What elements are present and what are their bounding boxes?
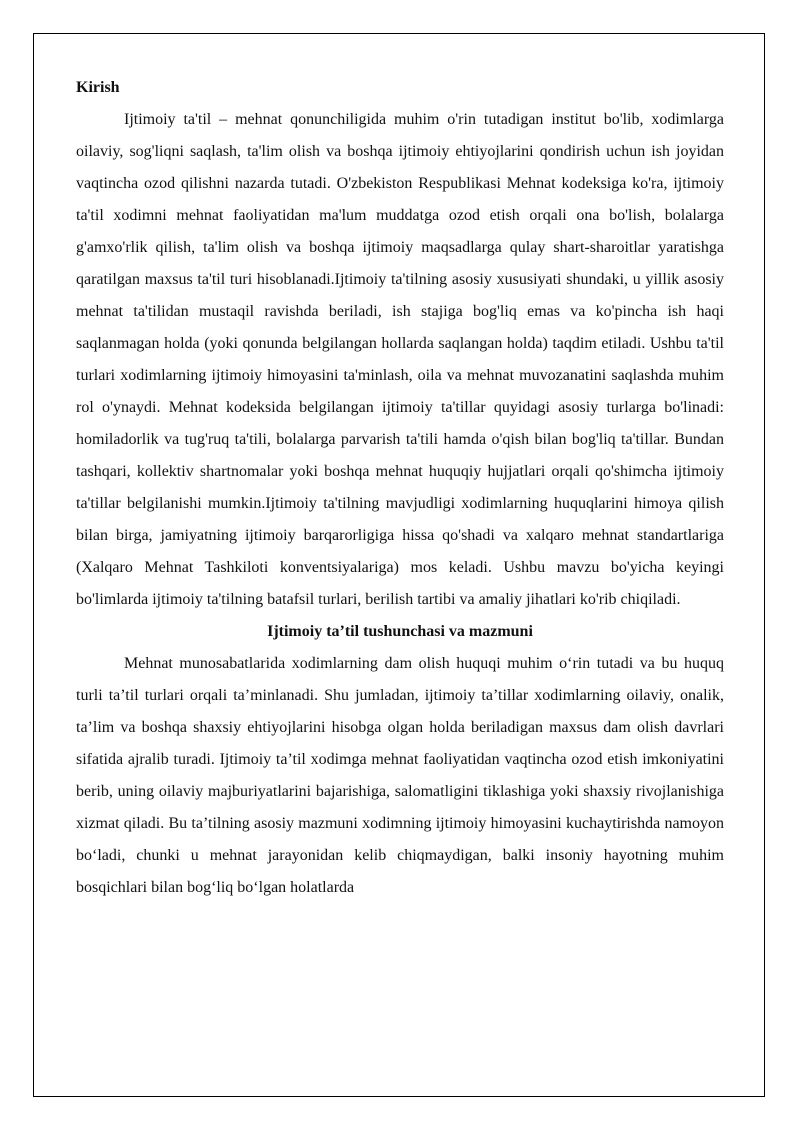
- concept-paragraph: Mehnat munosabatlarida xodimlarning dam olish huquqi muhim o‘rin tutadi va bu huquq turli ta’til turlari orqali ta’minlanadi. Shu jumladan, ijtimoiy ta’tillar xodimlarning oilaviy, onalik, ta’lim va boshqa shaxsiy ehtiyojlarini hisobga olgan holda beriladigan maxsus dam olish davrlari sifatida ajralib turadi. Ijtimoiy ta’til xodimga mehnat faoliyatidan vaqtincha ozod etish imkoniyatini berib, uning oilaviy majburiyatlarini bajarishiga, salomatligini tiklashiga yoki shaxsiy rivojlanishiga xizmat qiladi. Bu ta’tilning asosiy mazmuni xodimning ijtimoiy himoyasini kuchaytirishda namoyon bo‘ladi, chunki u mehnat jarayonidan kelib chiqmaydigan, balki insoniy hayotning muhim bosqichlari bilan bog‘liq bo‘lgan holatlarda: [76, 655, 724, 896]
- section-heading-kirish: Kirish: [76, 79, 120, 96]
- intro-paragraph: Ijtimoiy ta'til – mehnat qonunchiligida muhim o'rin tutadigan institut bo'lib, xodimlarga oilaviy, sog'liqni saqlash, ta'lim olish va boshqa ijtimoiy ehtiyojlarini qondirish uchun ish joyidan vaqtincha ozod qilishni nazarda tutadi. O'zbekiston Respublikasi Mehnat kodeksiga ko'ra, ijtimoiy ta'til xodimni mehnat faoliyatidan ma'lum muddatga ozod etish orqali ona bo'lish, bolalarga g'amxo'rlik qilish, ta'lim olish va boshqa ijtimoiy maqsadlarga qulay shart-sharoitlar yaratishga qaratilgan maxsus ta'til turi hisoblanadi.Ijtimoiy ta'tilning asosiy xususiyati shundaki, u yillik asosiy mehnat ta'tilidan mustaqil ravishda beriladi, ish stajiga bog'liq emas va ko'pincha ish haqi saqlanmagan holda (yoki qonunda belgilangan hollarda saqlangan holda) taqdim etiladi. Ushbu ta'til turlari xodimlarning ijtimoiy himoyasini ta'minlash, oila va mehnat muvozanatini saqlashda muhim rol o'ynaydi. Mehnat kodeksida belgilangan ijtimoiy ta'tillar quyidagi asosiy turlarga bo'linadi: homiladorlik va tug'ruq ta'tili, bolalarga parvarish ta'tili hamda o'qish bilan bog'liq ta'tillar. Bundan tashqari, kollektiv shartnomalar yoki boshqa mehnat huquqiy hujjatlari orqali qo'shimcha ijtimoiy ta'tillar belgilanishi mumkin.Ijtimoiy ta'tilning mavjudligi xodimlarning huquqlarini himoya qilish bilan birga, jamiyatning ijtimoiy barqarorligiga hissa qo'shadi va xalqaro mehnat standartlariga (Xalqaro Mehnat Tashkiloti konventsiyalariga) mos keladi. Ushbu mavzu bo'yicha keyingi bo'limlarda ijtimoiy ta'tilning batafsil turlari, berilish tartibi va amaliy jihatlari ko'rib chiqiladi.: [76, 111, 724, 608]
- document-body: [76, 72, 724, 904]
- section-heading-concept: Ijtimoiy ta’til tushunchasi va mazmuni: [267, 623, 533, 640]
